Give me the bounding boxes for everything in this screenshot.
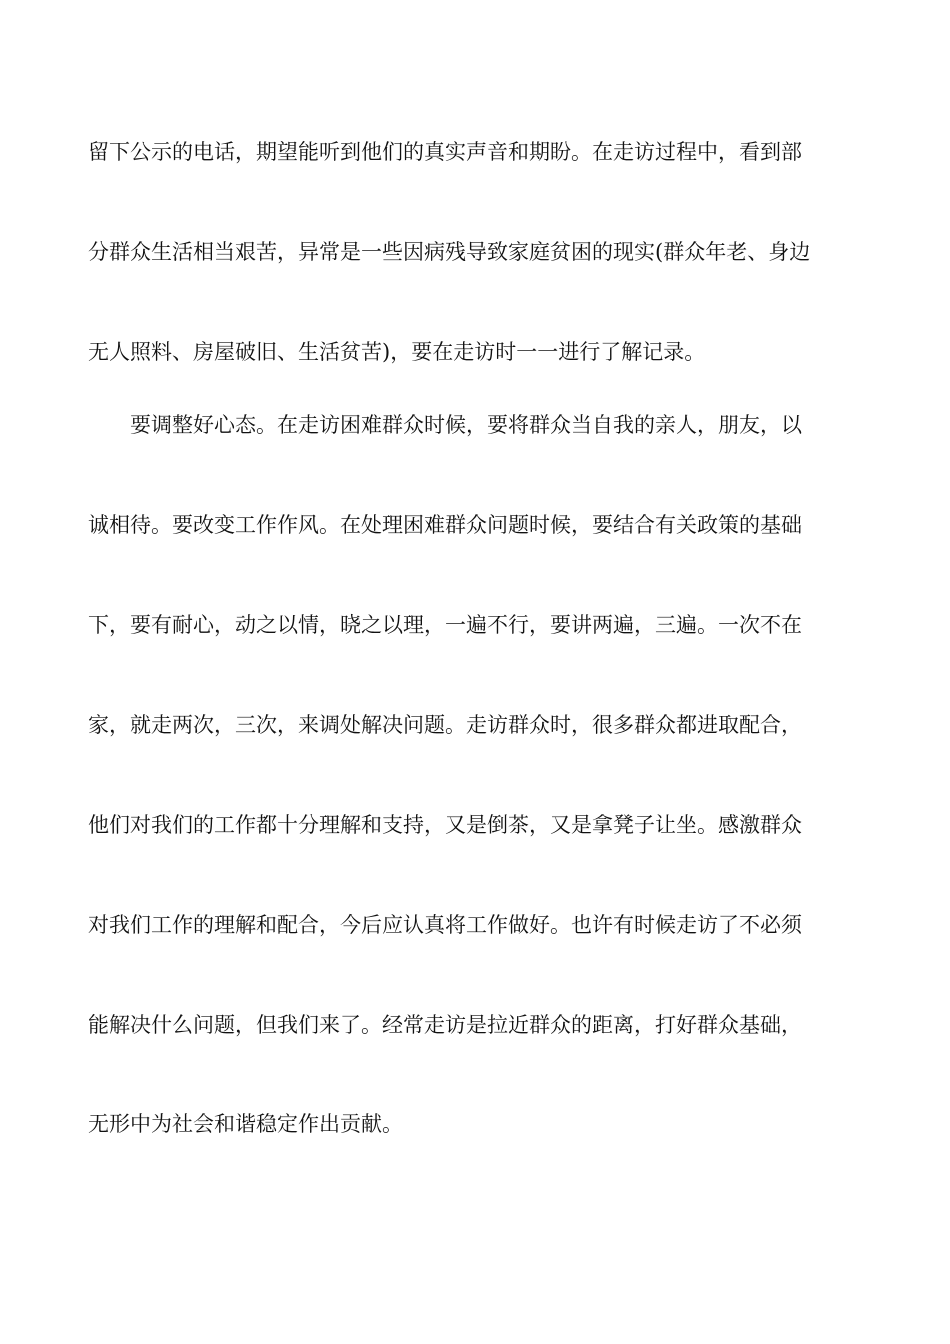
text-line-5: 诚相待。要改变工作作风。在处理困难群众问题时候，要结合有关政策的基础 xyxy=(88,513,802,537)
text-line-7: 家，就走两次，三次，来调处解决问题。走访群众时，很多群众都进取配合， xyxy=(88,713,802,737)
text-line-2: 分群众生活相当艰苦，异常是一些因病残导致家庭贫困的现实(群众年老、身边 xyxy=(88,240,811,264)
text-line-4: 要调整好心态。在走访困难群众时候，要将群众当自我的亲人，朋友，以 xyxy=(130,413,802,437)
text-line-10: 能解决什么问题，但我们来了。经常走访是拉近群众的距离，打好群众基础， xyxy=(88,1013,802,1037)
text-line-6: 下，要有耐心，动之以情，晓之以理，一遍不行，要讲两遍，三遍。一次不在 xyxy=(88,613,802,637)
text-line-1: 留下公示的电话，期望能听到他们的真实声音和期盼。在走访过程中，看到部 xyxy=(88,140,802,164)
text-line-3: 无人照料、房屋破旧、生活贫苦)，要在走访时一一进行了解记录。 xyxy=(88,340,706,364)
text-line-9: 对我们工作的理解和配合，今后应认真将工作做好。也许有时候走访了不必须 xyxy=(88,913,802,937)
text-line-8: 他们对我们的工作都十分理解和支持，又是倒茶，又是拿凳子让坐。感激群众 xyxy=(88,813,802,837)
text-line-11: 无形中为社会和谐稳定作出贡献。 xyxy=(88,1112,403,1136)
